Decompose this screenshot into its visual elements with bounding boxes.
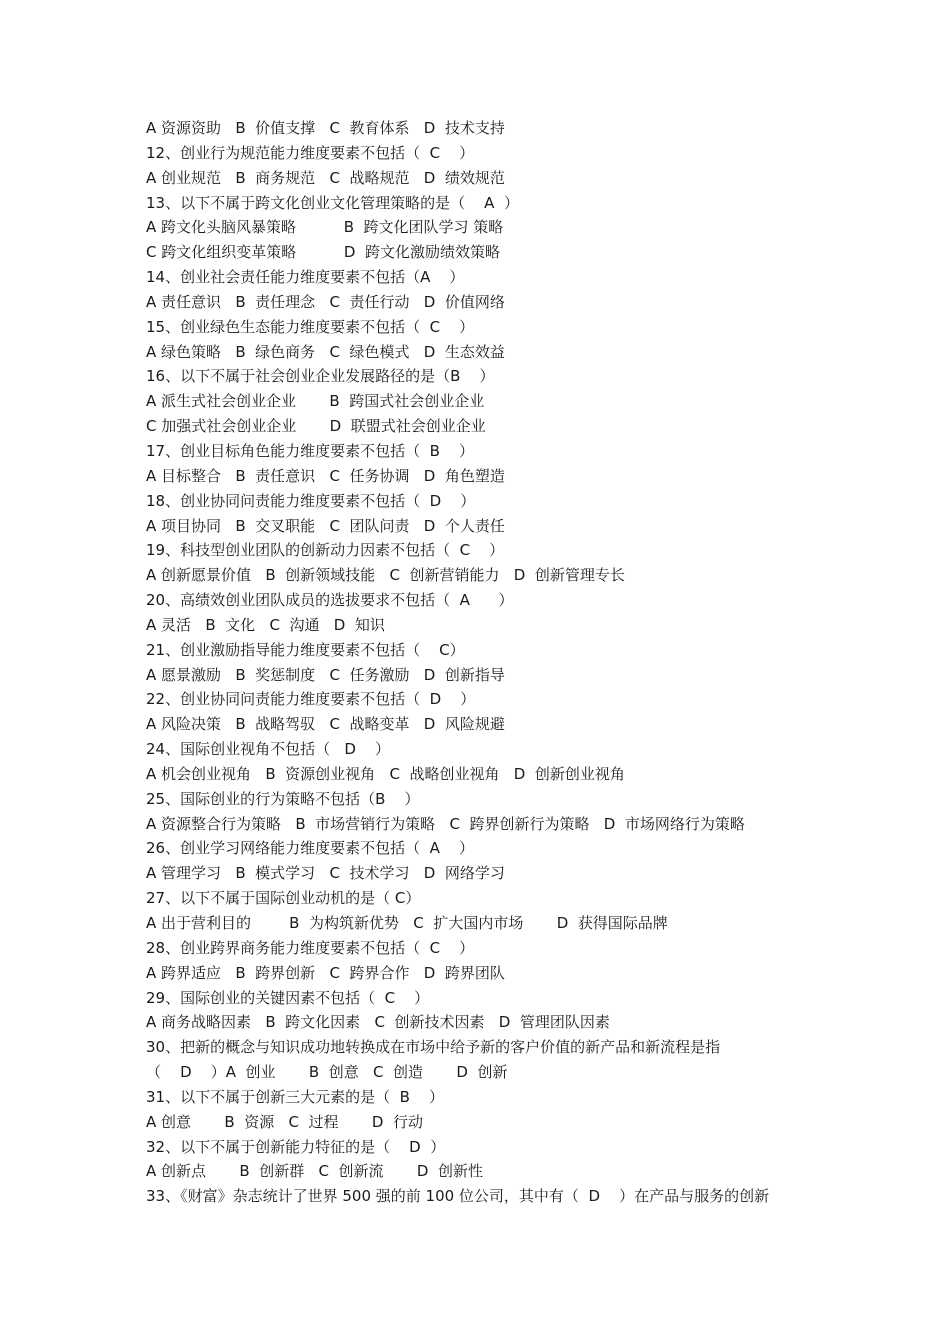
question-line: 29、国际创业的关键因素不包括（ C ）: [146, 988, 430, 1007]
question-line: 31、以下不属于创新三大元素的是（ B ）: [146, 1087, 444, 1106]
question-line: 26、创业学习网络能力维度要素不包括（ A ）: [146, 839, 474, 858]
options-line: A 出于营利目的 B 为构筑新优势 C 扩大国内市场 D 获得国际品牌: [146, 914, 668, 932]
text-line: A 资源资助 B 价值支撑 C 教育体系 D 技术支持: [146, 119, 505, 137]
question-line: 15、创业绿色生态能力维度要素不包括（ C ）: [146, 317, 475, 336]
question-line: 13、以下不属于跨文化创业文化管理策略的是（ A ）: [146, 193, 519, 212]
options-line: A 灵活 B 文化 C 沟通 D 知识: [146, 615, 385, 634]
question-line: 14、创业社会责任能力维度要素不包括（A ）: [146, 268, 465, 287]
document-page: [146, 116, 818, 1209]
question-options-line: （ D ）A 创业 B 创意 C 创造 D 创新: [146, 1063, 508, 1082]
options-line: A 派生式社会创业企业 B 跨国式社会创业企业: [146, 392, 485, 411]
options-line: A 创业规范 B 商务规范 C 战略规范 D 绩效规范: [146, 168, 505, 187]
options-line: A 跨文化头脑风暴策略 B 跨文化团队学习 策略: [146, 218, 504, 237]
options-line: C 加强式社会创业企业 D 联盟式社会创业企业: [146, 417, 486, 436]
question-line: 21、创业激励指导能力维度要素不包括（ C）: [146, 640, 465, 659]
question-line: 19、科技型创业团队的创新动力因素不包括（ C ）: [146, 541, 505, 560]
question-line: 32、以下不属于创新能力特征的是（ D ）: [146, 1137, 446, 1156]
options-line: A 愿景激励 B 奖惩制度 C 任务激励 D 创新指导: [146, 665, 505, 684]
options-line: A 绿色策略 B 绿色商务 C 绿色模式 D 生态效益: [146, 342, 505, 361]
options-line: A 商务战略因素 B 跨文化因素 C 创新技术因素 D 管理团队因素: [146, 1013, 610, 1032]
question-line: 30、把新的概念与知识成功地转换成在市场中给予新的客户价值的新产品和新流程是指: [146, 1038, 721, 1057]
options-line: A 机会创业视角 B 资源创业视角 C 战略创业视角 D 创新创业视角: [146, 764, 625, 783]
options-line: A 创新点 B 创新群 C 创新流 D 创新性: [146, 1162, 484, 1181]
question-line: 27、以下不属于国际创业动机的是（ C）: [146, 889, 421, 908]
question-line: 20、高绩效创业团队成员的选拔要求不包括（ A ）: [146, 591, 514, 610]
options-line: A 创意 B 资源 C 过程 D 行动: [146, 1112, 424, 1131]
question-line: 24、国际创业视角不包括（ D ）: [146, 740, 391, 759]
options-line: A 跨界适应 B 跨界创新 C 跨界合作 D 跨界团队: [146, 963, 505, 982]
question-line: 22、创业协同问责能力维度要素不包括（ D ）: [146, 690, 476, 709]
question-line: 28、创业跨界商务能力维度要素不包括（ C ）: [146, 938, 475, 957]
options-line: A 风险决策 B 战略驾驭 C 战略变革 D 风险规避: [146, 715, 505, 734]
options-line: C 跨文化组织变革策略 D 跨文化激励绩效策略: [146, 243, 501, 262]
options-line: A 管理学习 B 模式学习 C 技术学习 D 网络学习: [146, 864, 505, 883]
options-line: A 责任意识 B 责任理念 C 责任行动 D 价值网络: [146, 292, 505, 311]
options-line: A 资源整合行为策略 B 市场营销行为策略 C 跨界创新行为策略 D 市场网络行为策略: [146, 814, 745, 833]
question-line: 25、国际创业的行为策略不包括（B ）: [146, 789, 420, 808]
options-line: A 创新愿景价值 B 创新领域技能 C 创新营销能力 D 创新管理专长: [146, 566, 625, 585]
question-line: 17、创业目标角色能力维度要素不包括（ B ）: [146, 441, 474, 460]
question-line: 12、创业行为规范能力维度要素不包括（ C ）: [146, 143, 475, 162]
options-line: A 项目协同 B 交叉职能 C 团队问责 D 个人责任: [146, 516, 505, 535]
question-line: 18、创业协同问责能力维度要素不包括（ D ）: [146, 491, 476, 510]
question-line: 16、以下不属于社会创业企业发展路径的是（B ）: [146, 367, 495, 386]
options-line: A 目标整合 B 责任意识 C 任务协调 D 角色塑造: [146, 466, 505, 485]
question-line: 33、《财富》杂志统计了世界 500 强的前 100 位公司，其中有（ D ）在产品与服务的创新: [146, 1187, 770, 1206]
